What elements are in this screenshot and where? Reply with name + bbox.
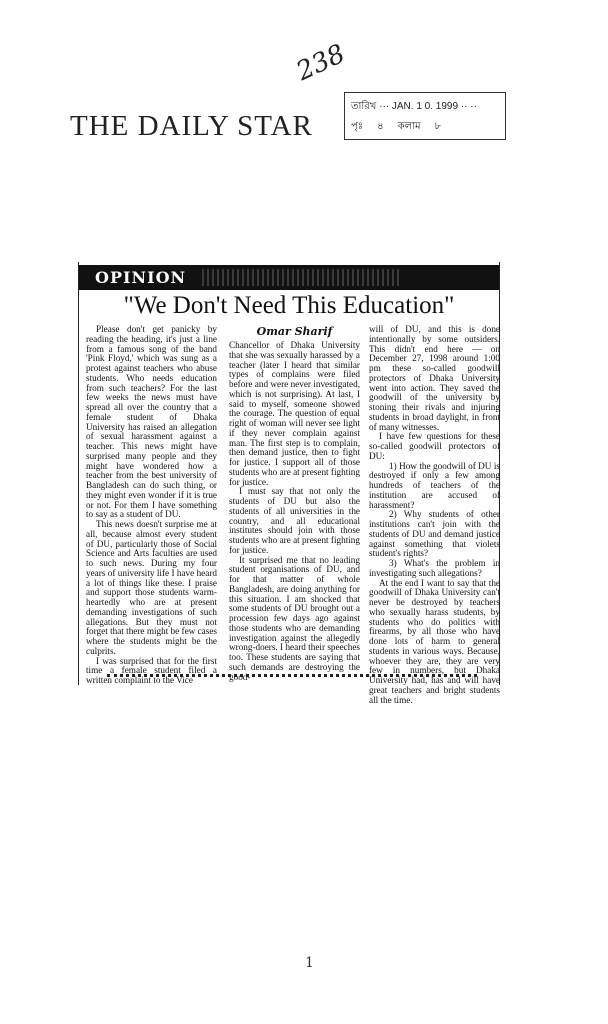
paragraph: At the end I want to say that the goodwill of Dhaka University can't never be destroyed by teachers who sexually harass students, by students who do politics with firearms, by all those who have done lots of harm to general students in various ways. Because, whoever they are, they are very few in numbers, but Dhaka University had, has and will have great teachers and bright students all the time. bbox=[369, 577, 500, 705]
paragraph: 1) How the goodwill of DU is destroyed if only a few among hundreds of teachers of the institution are accused of harassment? bbox=[369, 460, 500, 510]
article-column-1 bbox=[86, 324, 217, 685]
paragraph: 3) What's the problem in investigating such allegations? bbox=[369, 558, 500, 578]
handwritten-page-number: 238 bbox=[291, 38, 350, 88]
stamp-page-label: পৃঃ bbox=[351, 121, 364, 132]
banner-texture bbox=[199, 269, 399, 286]
section-banner bbox=[79, 265, 499, 290]
archive-stamp: তারিখ ··· JAN. 1 0. 1999 ·· ·· পৃঃ ৪ কলাম ৮ bbox=[344, 92, 506, 140]
stamp-date: JAN. 1 0. 1999 bbox=[391, 101, 459, 112]
paragraph: It surprised me that no leading student organisations of DU, and for that matter of whole Bangladesh, are doing anything for this situation. I am shocked that some students of DU brought out a procession few days ago against those students who are demanding investigation against the allegedly wrong-doers. I heard their speeches too. These students are saying that such demands are destroying the good- bbox=[229, 554, 360, 682]
dotted-divider bbox=[107, 674, 477, 680]
opinion-article bbox=[78, 262, 500, 705]
stamp-page-value: ৪ bbox=[377, 121, 384, 132]
paragraph: will of DU, and this is done intentionally by some outsiders. This didn't end here — on December 27, 1998 around 1:00 pm these so-called goodwill protectors of Dhaka University went into action. They saved the goodwill of the university by stoning their rivals and injuring students in broad daylight, in front of many witnesses. bbox=[369, 324, 500, 432]
article-column-2 bbox=[229, 325, 360, 682]
article-column-3 bbox=[369, 324, 500, 705]
newspaper-masthead: THE DAILY STAR bbox=[70, 110, 313, 142]
section-label: OPINION bbox=[95, 268, 187, 287]
stamp-column-label: কলাম bbox=[397, 121, 421, 132]
author-byline: Omar Sharif bbox=[256, 325, 333, 338]
paragraph: I must say that not only the students of DU but also the students of all universities in the country, and all educational institutes should join with those students who are at present fighting for justice. bbox=[229, 486, 360, 555]
page-mark: 1 bbox=[305, 955, 314, 971]
stamp-date-label: তারিখ bbox=[351, 101, 377, 112]
paragraph: I have few questions for these so-called goodwill protectors of DU: bbox=[369, 431, 500, 461]
paragraph: 2) Why students of other institutions can't join with the students of DU and demand justice against something that violets student's rights? bbox=[369, 509, 500, 559]
paragraph: I was surprised that for the first time a female student filed a written complaint to the Vice bbox=[86, 655, 217, 685]
paragraph: This news doesn't surprise me at all, because almost every student of DU, particularly those of Social Science and Arts faculties are used to such news. During my four years of university life I have heard a lot of things like these. I praise and support those students warm-heartedly who are at present demanding investigations of such allegations. But they must not forget that there might be few cases where the students might be the culprits. bbox=[86, 519, 217, 656]
paragraph: Chancellor of Dhaka University that she was sexually harassed by a teacher (later I heard that similar types of complains were filed before and were never investigated, which is not surprising). At last, I said to myself, someone showed the courage. The question of equal right of woman will never see light if they never complain against man. The first step is to complain, then demand justice, then to fight for justice. I support all of those students who are at present fighting for justice. bbox=[229, 340, 360, 487]
article-title: "We Don't Need This Education" bbox=[123, 292, 455, 319]
stamp-column-value: ৮ bbox=[434, 121, 442, 132]
paragraph: Please don't get panicky by reading the heading, it's just a line from a famous song of the band 'Pink Floyd,' which was sung as a protest against teachers who abuse students. Who needs education from such teachers? For the last few weeks the news must have spread all over the country that a female student of Dhaka University has raised an allegation of sexual harassment against a teacher. This news might have surprised many people and they might have wondered how a teacher from the best university of Bangladesh can do such thing, or they might even wonder if it is true or not. For them I have something to say as a student of DU. bbox=[86, 324, 217, 520]
